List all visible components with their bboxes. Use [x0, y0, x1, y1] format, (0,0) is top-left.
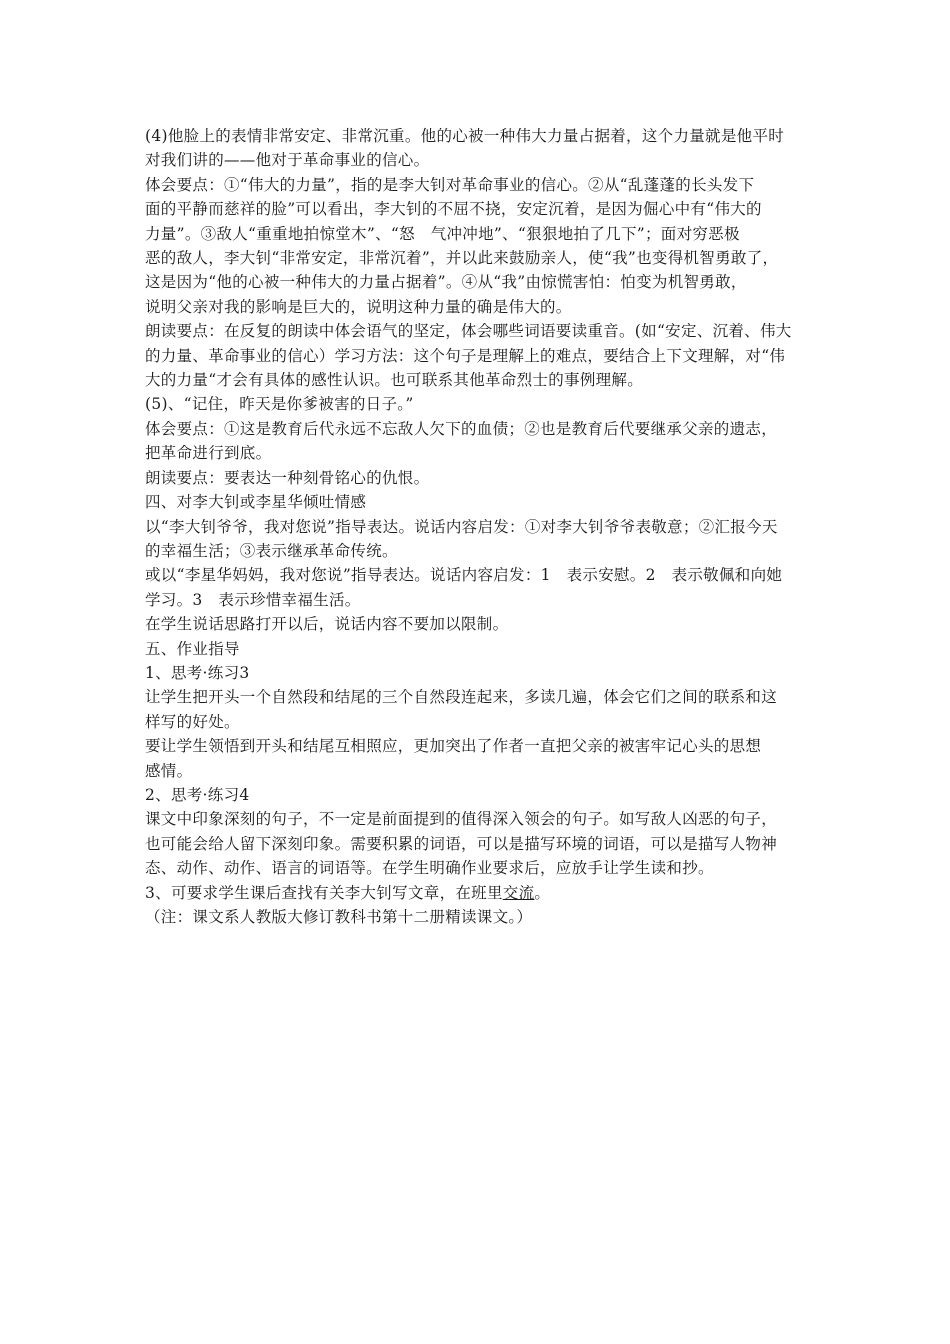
document-line: 课文中印象深刻的句子，不一定是前面提到的值得深入领会的句子。如写敌人凶恶的句子， — [145, 810, 778, 829]
document-line: 感情。 — [145, 761, 193, 780]
document-line: 朗读要点：在反复的朗读中体会语气的坚定，体会哪些词语要读重音。(如“安定、沉着、伟大 — [145, 322, 792, 341]
document-line: 五、作业指导 — [145, 639, 240, 658]
document-line: 面的平静而慈祥的脸”可以看出，李大钊的不屈不挠，安定沉着，是因为倔心中有“伟大的 — [145, 200, 762, 219]
document-line: 恶的敌人，李大钊“非常安定，非常沉着”，并以此来鼓励亲人，使“我”也变得机智勇敢了， — [145, 249, 779, 268]
document-line: 大的力量“才会有具体的感性认识。也可联系其他革命烈士的事例理解。 — [145, 371, 644, 390]
document-line: 也可能会给人留下深刻印象。需要积累的词语，可以是描写环境的词语，可以是描写人物神 — [145, 834, 778, 853]
document-page — [145, 124, 815, 929]
document-body — [145, 124, 815, 881]
document-line: 或以“李星华妈妈，我对您说”指导表达。说话内容启发：1 表示安慰。2 表示敬佩和向她 — [145, 566, 783, 585]
document-line: 在学生说话思路打开以后，说话内容不要加以限制。 — [145, 615, 509, 634]
document-line: 学习。3 表示珍惜幸福生活。 — [145, 590, 361, 609]
document-line: 态、动作、动作、语言的词语等。在学生明确作业要求后，应放手让学生读和抄。 — [145, 859, 714, 878]
document-line: 的幸福生活；③表示继承革命传统。 — [145, 541, 398, 560]
document-line: 说明父亲对我的影响是巨大的，说明这种力量的确是伟大的。 — [145, 297, 572, 316]
document-line: 样写的好处。 — [145, 712, 240, 731]
document-line: 让学生把开头一个自然段和结尾的三个自然段连起来，多读几遍，体会它们之间的联系和这 — [145, 688, 778, 707]
document-line: 力量”。③敌人“重重地拍惊堂木”、“怒 气冲冲地”、“狠狠地拍了几下”；面对穷恶极 — [145, 224, 740, 243]
homework-item-3-end: 。 — [534, 883, 551, 902]
document-line: 四、对李大钊或李星华倾吐情感 — [145, 493, 367, 512]
document-line: 朗读要点：要表达一种刻骨铭心的仇恨。 — [145, 468, 430, 487]
document-line: 这是因为“他的心被一种伟大的力量占据着”。④从“我”由惊慌害怕：怕变为机智勇敢， — [145, 273, 747, 292]
document-line: 1、思考·练习3 — [145, 663, 250, 682]
document-line: 2、思考·练习4 — [145, 785, 250, 804]
document-line: (4)他脸上的表情非常安定、非常沉重。他的心被一种伟大力量占据着，这个力量就是他平时 — [145, 127, 785, 145]
document-line: 体会要点：①“伟大的力量”，指的是李大钊对革命事业的信心。②从“乱蓬蓬的长头发下 — [145, 175, 755, 194]
document-line: 对我们讲的——他对于革命事业的信心。 — [145, 151, 430, 170]
document-line — [145, 881, 815, 905]
document-note: （注：课文系人教版大修订教科书第十二册精读课文。） — [145, 908, 533, 926]
document-line: 把革命进行到底。 — [145, 444, 272, 463]
homework-item-3-text: 3、可要求学生课后查找有关李大钊写文章，在班里 — [145, 883, 503, 902]
document-line: 的力量、革命事业的信心）学习方法：这个句子是理解上的难点，要结合上下文理解，对“伟 — [145, 346, 786, 365]
document-line: 要让学生领悟到开头和结尾互相照应，更加突出了作者一直把父亲的被害牢记心头的思想 — [145, 737, 762, 756]
document-line: 体会要点：①这是教育后代永远不忘敌人欠下的血债；②也是教育后代要继承父亲的遗志， — [145, 419, 778, 438]
document-line: (5)、“记住，昨天是你爹被害的日子。” — [145, 395, 414, 414]
exchange-link[interactable]: 交流 — [502, 883, 535, 902]
document-line: 以“李大钊爷爷，我对您说”指导表达。说话内容启发：①对李大钊爷爷表敬意；②汇报今天 — [145, 517, 778, 536]
